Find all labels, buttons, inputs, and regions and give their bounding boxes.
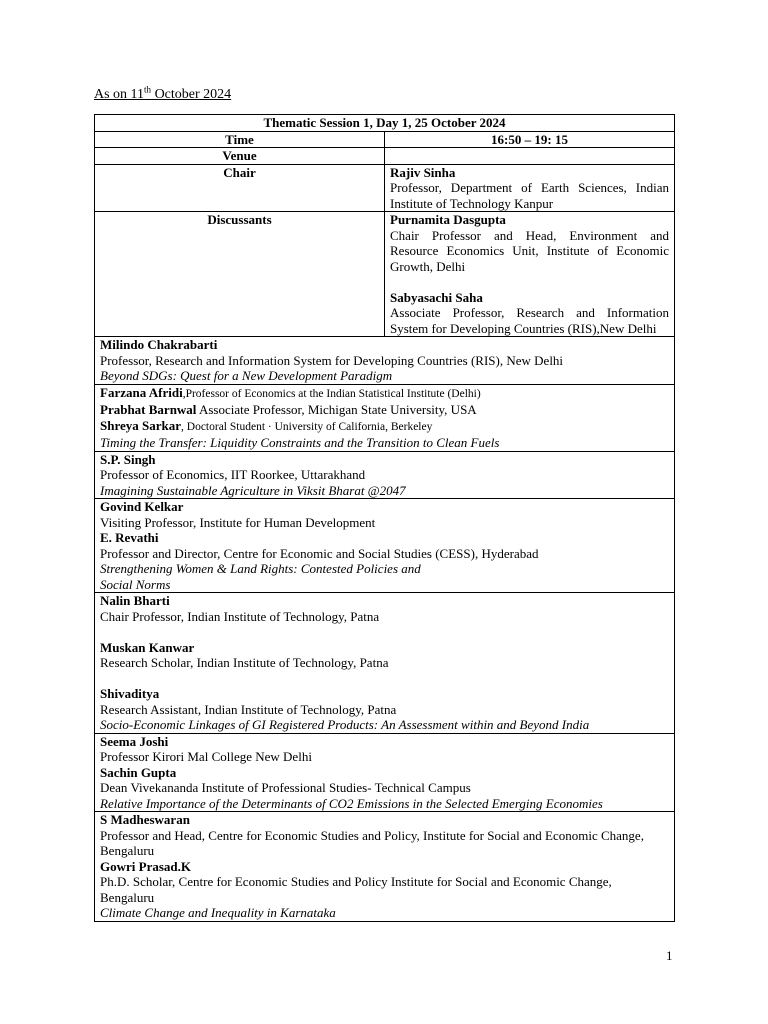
as-on-date bbox=[94, 86, 231, 104]
presenter-name: Gowri Prasad.K bbox=[100, 858, 191, 874]
paper-title: Relative Importance of the Determinants of CO2 Emissions in the Selected Emerging Economies bbox=[100, 795, 603, 811]
presenter-affiliation: Professor, Research and Information System for Developing Countries (RIS), New Delhi bbox=[100, 352, 564, 368]
discussant-name: Sabyasachi Saha bbox=[390, 289, 483, 305]
presenter-affiliation: Professor Kirori Mal College New Delhi bbox=[100, 749, 312, 764]
presenter-name: Sachin Gupta bbox=[100, 764, 177, 780]
chair-name: Rajiv Sinha bbox=[390, 164, 456, 180]
discussant-name: Purnamita Dasgupta bbox=[390, 212, 506, 227]
as-on-superscript: th bbox=[144, 84, 152, 95]
presenter-name: Muskan Kanwar bbox=[100, 639, 195, 655]
paper-row bbox=[95, 384, 675, 451]
paper-row bbox=[95, 812, 675, 922]
presenter-affiliation: Visiting Professor, Institute for Human Development bbox=[100, 514, 376, 530]
presenter-affiliation: Research Assistant, Indian Institute of Technology, Patna bbox=[100, 701, 397, 717]
time-value: 16:50 – 19: 15 bbox=[385, 131, 675, 148]
venue-row bbox=[95, 148, 675, 165]
venue-value bbox=[385, 148, 675, 165]
presenter-name: S Madheswaran bbox=[100, 812, 190, 827]
chair-affiliation: Professor, Department of Earth Sciences, Indian Institute of Technology Kanpur bbox=[390, 180, 669, 211]
time-row bbox=[95, 131, 675, 148]
paper-cell bbox=[95, 733, 675, 812]
paper-row bbox=[95, 451, 675, 499]
paper-row bbox=[95, 499, 675, 593]
author-affiliation: ,Professor of Economics at the Indian Statistical Institute (Delhi) bbox=[182, 387, 481, 400]
author-name: Shreya Sarkar bbox=[100, 417, 182, 433]
paper-title: Social Norms bbox=[100, 576, 171, 592]
discussants-row bbox=[95, 212, 675, 337]
spacer bbox=[100, 624, 669, 640]
session-title: Thematic Session 1, Day 1, 25 October 2024 bbox=[95, 115, 675, 132]
presenter-name: E. Revathi bbox=[100, 530, 159, 545]
author-affiliation: , Doctoral Student · University of California, Berkeley bbox=[181, 420, 433, 433]
author-line bbox=[100, 402, 669, 418]
spacer bbox=[100, 671, 669, 687]
discussants-label: Discussants bbox=[95, 212, 385, 337]
paper-title: Beyond SDGs: Quest for a New Development Paradigm bbox=[100, 368, 393, 383]
author-affiliation: Associate Professor, Michigan State University, USA bbox=[196, 402, 477, 417]
paper-cell bbox=[95, 451, 675, 499]
chair-cell bbox=[385, 164, 675, 212]
presenter-affiliation: Professor of Economics, IIT Roorkee, Uttarakhand bbox=[100, 467, 366, 482]
author-name: Farzana Afridi bbox=[100, 384, 183, 400]
presenter-affiliation: Professor and Director, Centre for Economic and Social Studies (CESS), Hyderabad bbox=[100, 545, 539, 561]
paper-cell bbox=[95, 499, 675, 593]
presenter-affiliation: Ph.D. Scholar, Centre for Economic Studies and Policy Institute for Social and Economic Change, Bengaluru bbox=[100, 874, 612, 905]
presenter-name: Seema Joshi bbox=[100, 733, 169, 749]
paper-cell bbox=[95, 384, 675, 451]
presenter-name: Govind Kelkar bbox=[100, 499, 184, 514]
presenter-affiliation: Professor and Head, Centre for Economic Studies and Policy, Institute for Social and Economic Change, Bengaluru bbox=[100, 827, 644, 858]
paper-row bbox=[95, 593, 675, 734]
page-number: 1 bbox=[666, 948, 673, 963]
paper-title: Timing the Transfer: Liquidity Constraints and the Transition to Clean Fuels bbox=[100, 435, 500, 450]
presenter-affiliation: Research Scholar, Indian Institute of Technology, Patna bbox=[100, 655, 389, 670]
as-on-prefix: As on 11 bbox=[94, 87, 145, 102]
author-line bbox=[100, 385, 669, 403]
session-table bbox=[94, 114, 675, 922]
paper-title: Climate Change and Inequality in Karnataka bbox=[100, 905, 336, 920]
chair-label: Chair bbox=[95, 164, 385, 212]
presenter-name: Nalin Bharti bbox=[100, 593, 170, 608]
presenter-affiliation: Dean Vivekananda Institute of Professional Studies- Technical Campus bbox=[100, 780, 471, 795]
paper-cell bbox=[95, 337, 675, 385]
paper-row bbox=[95, 337, 675, 385]
chair-row bbox=[95, 164, 675, 212]
paper-title: Imagining Sustainable Agriculture in Viksit Bharat @2047 bbox=[100, 482, 406, 498]
as-on-suffix: October 2024 bbox=[151, 87, 232, 102]
presenter-name: S.P. Singh bbox=[100, 451, 156, 467]
paper-title: Strengthening Women & Land Rights: Contested Policies and bbox=[100, 561, 421, 576]
venue-label: Venue bbox=[95, 148, 385, 165]
presenter-name: Shivaditya bbox=[100, 686, 160, 701]
paper-cell bbox=[95, 593, 675, 734]
spacer bbox=[390, 274, 669, 290]
time-label: Time bbox=[95, 131, 385, 148]
discussant-affiliation: Associate Professor, Research and Information System for Developing Countries (RIS),New Delhi bbox=[390, 305, 669, 336]
presenter-name: Milindo Chakrabarti bbox=[100, 337, 218, 352]
session-title-row bbox=[95, 115, 675, 132]
discussants-cell bbox=[385, 212, 675, 337]
paper-title: Socio-Economic Linkages of GI Registered Products: An Assessment within and Beyond India bbox=[100, 717, 590, 732]
author-line bbox=[100, 418, 669, 436]
paper-cell bbox=[95, 812, 675, 922]
paper-row bbox=[95, 733, 675, 812]
author-name: Prabhat Barnwal bbox=[100, 402, 197, 417]
discussant-affiliation: Chair Professor and Head, Environment and Resource Economics Unit, Institute of Economic Growth, Delhi bbox=[390, 227, 669, 274]
presenter-affiliation: Chair Professor, Indian Institute of Technology, Patna bbox=[100, 608, 380, 624]
